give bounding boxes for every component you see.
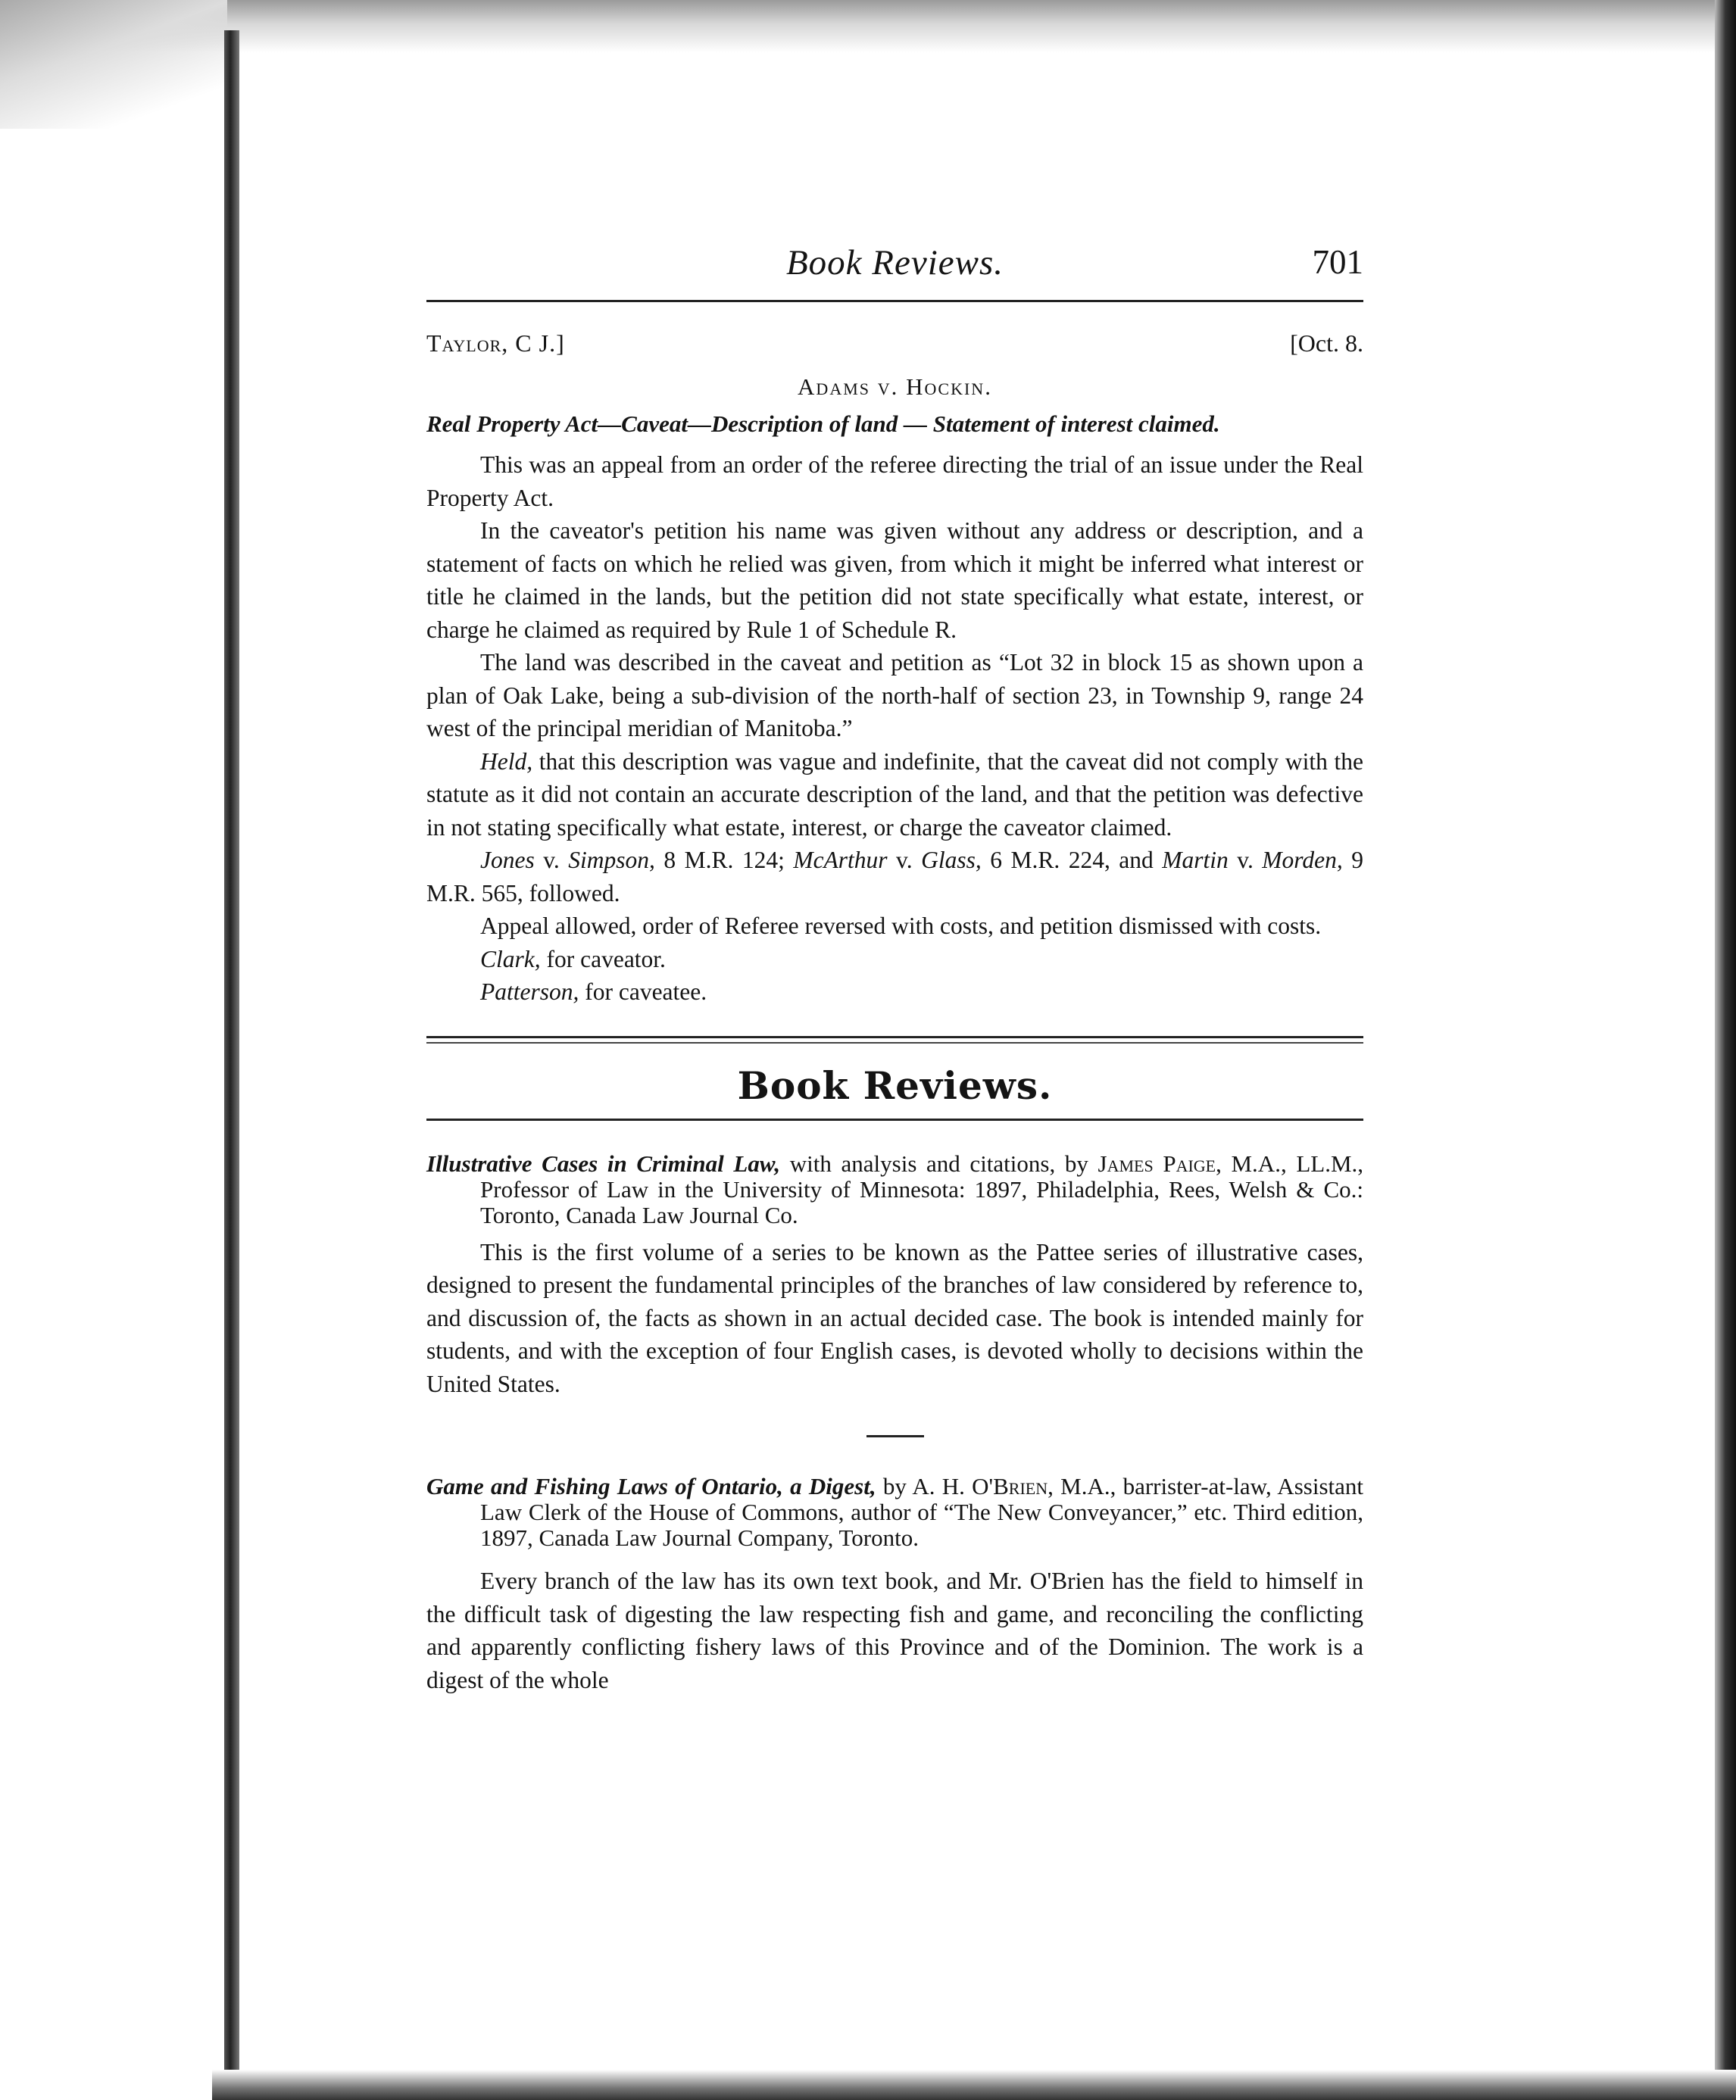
citation-party: Morden, — [1262, 847, 1343, 873]
citation-versus: v. — [1228, 847, 1263, 873]
scan-shadow-right — [1715, 0, 1736, 2100]
case-date: [Oct. 8. — [1290, 329, 1363, 357]
book-by: by A. H. — [876, 1473, 973, 1499]
review-entry-heading — [426, 1474, 1363, 1551]
review-entry-heading — [426, 1151, 1363, 1228]
book-by: with analysis and citations, by — [780, 1150, 1098, 1177]
review-body: This is the first volume of a series to be known as the Pattee series of illustrative cases, designed to present the fundamental principles of the branches of law considered by reference to, and discussion of, the facts as shown in an actual decided case. The book is intended mainly for students, and with the exception of four English cases, is devoted wholly to decisions within the United States. — [426, 1238, 1363, 1397]
book-title: Game and Fishing Laws of Ontario, a Digest, — [426, 1473, 876, 1499]
case-disposition: Appeal allowed, order of Referee reversed with costs, and petition dismissed with costs. — [480, 913, 1322, 939]
case-judge: Taylor, C J.] — [426, 329, 565, 357]
book-title: Illustrative Cases in Criminal Law, — [426, 1150, 781, 1177]
spacer — [426, 1559, 1363, 1565]
counsel-name: Clark, — [480, 945, 541, 972]
citation-name: Jones — [480, 847, 535, 873]
section-double-rule — [426, 1036, 1363, 1044]
citation-name: McArthur — [793, 847, 888, 873]
citation-name: Martin — [1162, 847, 1229, 873]
review-body: Every branch of the law has its own text book, and Mr. O'Brien has the field to himself in the difficult task of digesting the law respecting fish and game, and reconciling the conflicting and apparently conflicting fishery laws of this Province and of the Dominion. The work is a digest of the whole — [426, 1568, 1363, 1693]
running-title: Book Reviews. — [785, 243, 1004, 282]
case-paragraph: In the caveator's petition his name was given without any address or description, and a statement of facts on which he relied was given, from which it might be inferred what interest or title he claimed in the lands, but the petition did not state specifically what estate, interest, or charge he claimed as required by Rule 1 of Schedule R. — [426, 517, 1363, 643]
running-head-rule — [426, 300, 1363, 302]
scan-shadow-corner — [0, 0, 227, 129]
held-label: Held, — [480, 747, 533, 775]
case-headnote: Real Property Act—Caveat—Description of land — Statement of interest claimed. — [426, 410, 1220, 437]
counsel-role: for caveatee. — [579, 978, 707, 1005]
citation-ref: 9 M.R. 565, followed. — [426, 847, 1363, 906]
section-title: Book Reviews. — [737, 1062, 1053, 1108]
page-content — [426, 242, 1363, 1696]
citation-party: Simpson, — [568, 847, 655, 873]
held-text: that this description was vague and indefinite, that the caveat did not comply with the statute as it did not contain an accurate description of the land, and that the petition was defective in not stating specifically what estate, interest, or charge the caveator claimed. — [426, 747, 1363, 841]
case-citations — [426, 844, 1363, 910]
citation-versus: v. — [534, 847, 569, 873]
citation-ref: 8 M.R. 124; — [654, 847, 794, 873]
book-details: M.A., LL.M., Professor of Law in the University of Minnesota: 1897, Philadelphia, Rees, Welsh & Co.: Toronto, Canada Law Journal Co. — [480, 1150, 1364, 1228]
citation-party: Glass, — [921, 847, 982, 873]
counsel-line — [426, 943, 1363, 976]
case-held-paragraph — [426, 745, 1363, 844]
counsel-line — [426, 975, 1363, 1009]
scan-binding-edge — [224, 30, 239, 2090]
citation-ref: 6 M.R. 224, and — [981, 847, 1163, 873]
book-author: James Paige, — [1097, 1150, 1222, 1177]
running-head — [426, 242, 1363, 295]
section-title-rule — [426, 1119, 1363, 1121]
page-number: 701 — [1312, 243, 1363, 281]
rule-line — [426, 1036, 1363, 1038]
scan-shadow-top — [0, 0, 1736, 53]
rule-line — [426, 1042, 1363, 1044]
scan-shadow-bottom — [212, 2070, 1736, 2100]
case-title: Adams v. Hockin. — [798, 373, 992, 400]
counsel-name: Patterson, — [480, 978, 579, 1005]
case-header — [426, 329, 1363, 373]
book-details: M.A., barrister-at-law, Assistant Law Clerk of the House of Commons, author of “The New Conveyancer,” etc. Third edition, 1897, Canada Law Journal Company, Toronto. — [480, 1473, 1363, 1551]
book-author: O'Brien, — [972, 1473, 1054, 1499]
case-paragraph: The land was described in the caveat and petition as “Lot 32 in block 15 as shown upon a plan of Oak Lake, being a sub-division of the north-half of section 23, in Township 9, range 24 west of the principal meridian of Manitoba.” — [426, 649, 1363, 741]
counsel-role: for caveator. — [540, 945, 666, 972]
citation-versus: v. — [887, 847, 922, 873]
case-paragraph: This was an appeal from an order of the referee directing the trial of an issue under the Real Property Act. — [426, 451, 1363, 511]
review-divider — [866, 1435, 924, 1437]
